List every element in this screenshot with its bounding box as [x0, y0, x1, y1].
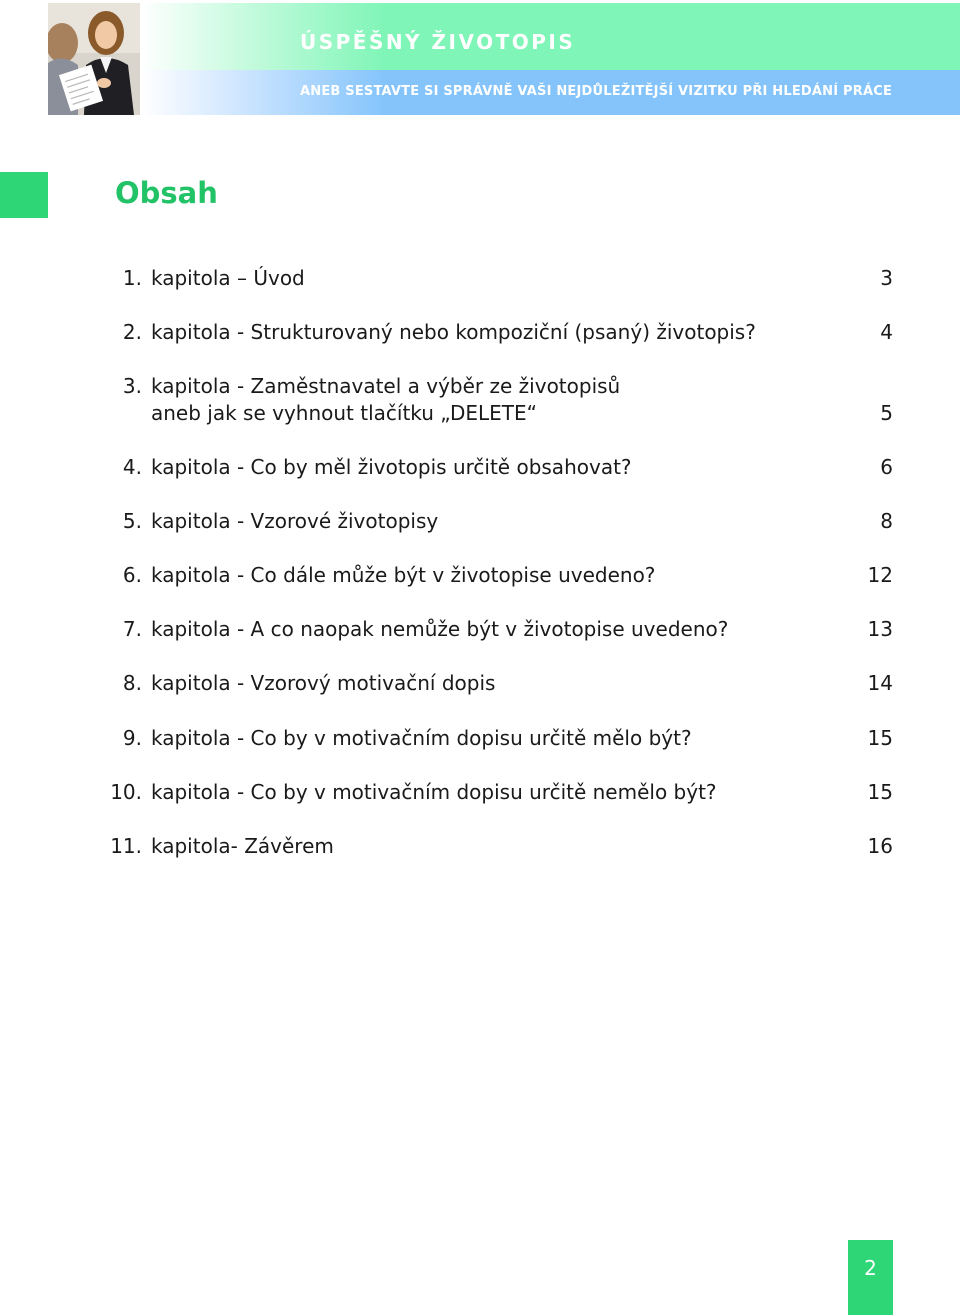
toc-entry-title: kapitola – Úvod [151, 266, 305, 290]
toc-entry-page: 8 [880, 509, 893, 533]
toc-entry-page: 16 [867, 834, 893, 858]
toc-entry-title: kapitola - Vzorové životopisy [151, 509, 439, 533]
toc-entry-number: 2. [122, 320, 142, 344]
toc-entry-number: 7. [122, 617, 142, 641]
toc-entry-page: 4 [880, 320, 893, 344]
toc-entry-number: 10. [110, 780, 142, 804]
toc-entry-page: 15 [867, 780, 893, 804]
header-photo [48, 3, 140, 115]
page-number-box [848, 1240, 893, 1315]
toc-entry-number: 1. [122, 266, 142, 290]
section-marker [0, 172, 48, 218]
toc-entry-page: 15 [867, 726, 893, 750]
toc-entry-title: kapitola - Strukturovaný nebo kompoziční (psaný) životopis? [151, 320, 756, 344]
toc-entry-title: kapitola - Co by měl životopis určitě obsahovat? [151, 455, 632, 479]
toc-entry-page: 13 [867, 617, 893, 641]
toc-entry-page: 12 [867, 563, 893, 587]
job-interview-photo [48, 3, 140, 115]
toc-entry-title: kapitola- Závěrem [151, 834, 334, 858]
toc-entry-page: 14 [867, 671, 893, 695]
toc-entry-title: kapitola - Vzorový motivační dopis [151, 671, 496, 695]
toc-entry-number: 3. [122, 374, 142, 398]
toc-entry-title: kapitola - A co naopak nemůže být v životopise uvedeno? [151, 617, 729, 641]
toc-entry-title: kapitola - Zaměstnavatel a výběr ze životopisů aneb jak se vyhnout tlačítku „DELETE“ [151, 374, 621, 425]
toc-entry-page: 6 [880, 455, 893, 479]
toc-entry-number: 11. [110, 834, 142, 858]
page-title: Obsah [115, 176, 218, 210]
toc-entry-page: 5 [880, 401, 893, 425]
document-title: ÚSPĚŠNÝ ŽIVOTOPIS [300, 30, 576, 54]
toc-entry-title: kapitola - Co by v motivačním dopisu určitě nemělo být? [151, 780, 717, 804]
toc-entry-number: 6. [122, 563, 142, 587]
toc-entry-title: kapitola - Co dále může být v životopise uvedeno? [151, 563, 656, 587]
toc-entry-number: 9. [122, 726, 142, 750]
toc-entry-number: 5. [122, 509, 142, 533]
toc-entry-number: 8. [122, 671, 142, 695]
toc-entry-title: kapitola - Co by v motivačním dopisu určitě mělo být? [151, 726, 692, 750]
page-number: 2 [864, 1256, 877, 1280]
document-subtitle: ANEB SESTAVTE SI SPRÁVNĚ VAŠI NEJDŮLEŽITĚJŠÍ VIZITKU PŘI HLEDÁNÍ PRÁCE [300, 84, 893, 99]
toc-entry-page: 3 [880, 266, 893, 290]
toc-entry-number: 4. [122, 455, 142, 479]
